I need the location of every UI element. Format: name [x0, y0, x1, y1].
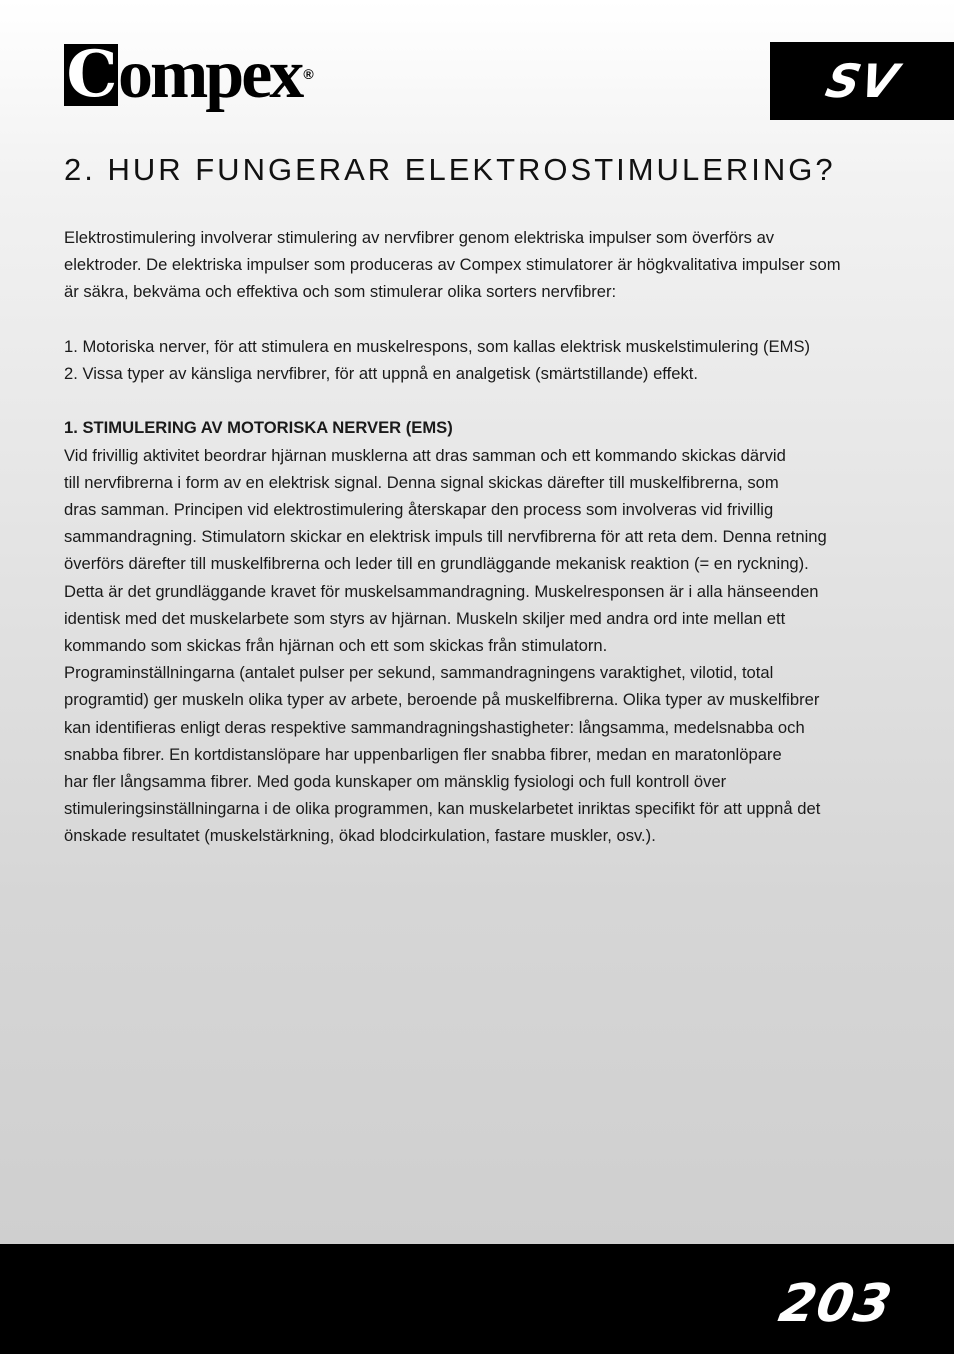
section-line: identisk med det muskelarbete som styrs av hjärnan. Muskeln skiljer med andra ord inte mellan ett	[64, 608, 786, 628]
logo-initial: C	[64, 44, 118, 106]
section-line: kan identifieras enligt deras respektive sammandragningshastigheter: långsamma, medelsnabba och	[64, 717, 805, 737]
page-heading: 2. HUR FUNGERAR ELEKTROSTIMULERING?	[64, 152, 836, 187]
section-line: till nervfibrerna i form av en elektrisk signal. Denna signal skickas därefter till muskelfibrerna, som	[64, 472, 779, 492]
section-line: stimuleringsinställningarna i de olika programmen, kan muskelarbetet inriktas specifikt för att uppnå det	[64, 799, 821, 819]
section-line: snabba fibrer. En kortdistanslöpare har uppenbarligen fler snabba fibrer, medan en maratonlöpare	[64, 744, 782, 764]
intro-line: är säkra, bekväma och effektiva och som stimulerar olika sorters nervfibrer:	[64, 282, 617, 302]
logo-wordmark: ompex	[118, 36, 302, 113]
section-line: sammandragning. Stimulatorn skickar en elektrisk impuls till nervfibrerna för att reta dem. Denna retning	[64, 527, 827, 547]
paragraph-spacer	[64, 306, 892, 333]
registered-mark: ®	[303, 66, 314, 82]
intro-line: Elektrostimulering involverar stimulering av nervfibrer genom elektriska impulser som överförs av	[64, 228, 775, 247]
section-line: Vid frivillig aktivitet beordrar hjärnan musklerna att dras samman och ett kommando skickas därvid	[64, 445, 786, 465]
page-number: 203	[775, 1274, 898, 1334]
section-line: kommando som skickas från hjärnan och ett som skickas från stimulatorn.	[64, 636, 608, 656]
section-line: programtid) ger muskeln olika typer av arbete, beroende på muskelfibrerna. Olika typer av muskelfibrer	[64, 690, 820, 710]
language-tab	[770, 42, 954, 120]
list-item: 2. Vissa typer av känsliga nervfibrer, för att uppnå en analgetisk (smärtstillande) effekt.	[64, 364, 698, 383]
intro-line: elektroder. De elektriska impulser som produceras av Compex stimulatorer är högkvalitativa impulser som	[64, 255, 841, 275]
paragraph-spacer	[64, 387, 892, 414]
section-title: 1. STIMULERING AV MOTORISKA NERVER (EMS)	[64, 418, 453, 438]
nerve-type-list	[64, 333, 892, 387]
body-content	[64, 224, 892, 850]
section-line: har fler långsamma fibrer. Med goda kunskaper om mänsklig fysiologi och full kontroll över	[64, 772, 727, 792]
language-code: SV	[820, 54, 904, 108]
list-item: 1. Motoriska nerver, för att stimulera en muskelrespons, som kallas elektrisk muskelstimulering (EMS)	[64, 336, 811, 356]
page-footer	[0, 1244, 954, 1354]
section-line: önskade resultatet (muskelstärkning, ökad blodcirkulation, fastare muskler, osv.).	[64, 826, 656, 846]
section-line: dras samman. Principen vid elektrostimulering återskapar den process som involveras vid frivillig	[64, 500, 774, 519]
section-line: Programinställningarna (antalet pulser per sekund, sammandragningens varaktighet, vilotid, total	[64, 663, 774, 683]
compex-logo	[64, 36, 314, 120]
section-line: Detta är det grundläggande kravet för muskelsammandragning. Muskelresponsen är i alla hänseenden	[64, 581, 819, 601]
section-line: överförs därefter till muskelfibrerna och leder till en grundläggande mekanisk reaktion (= en ryckning).	[64, 554, 809, 574]
